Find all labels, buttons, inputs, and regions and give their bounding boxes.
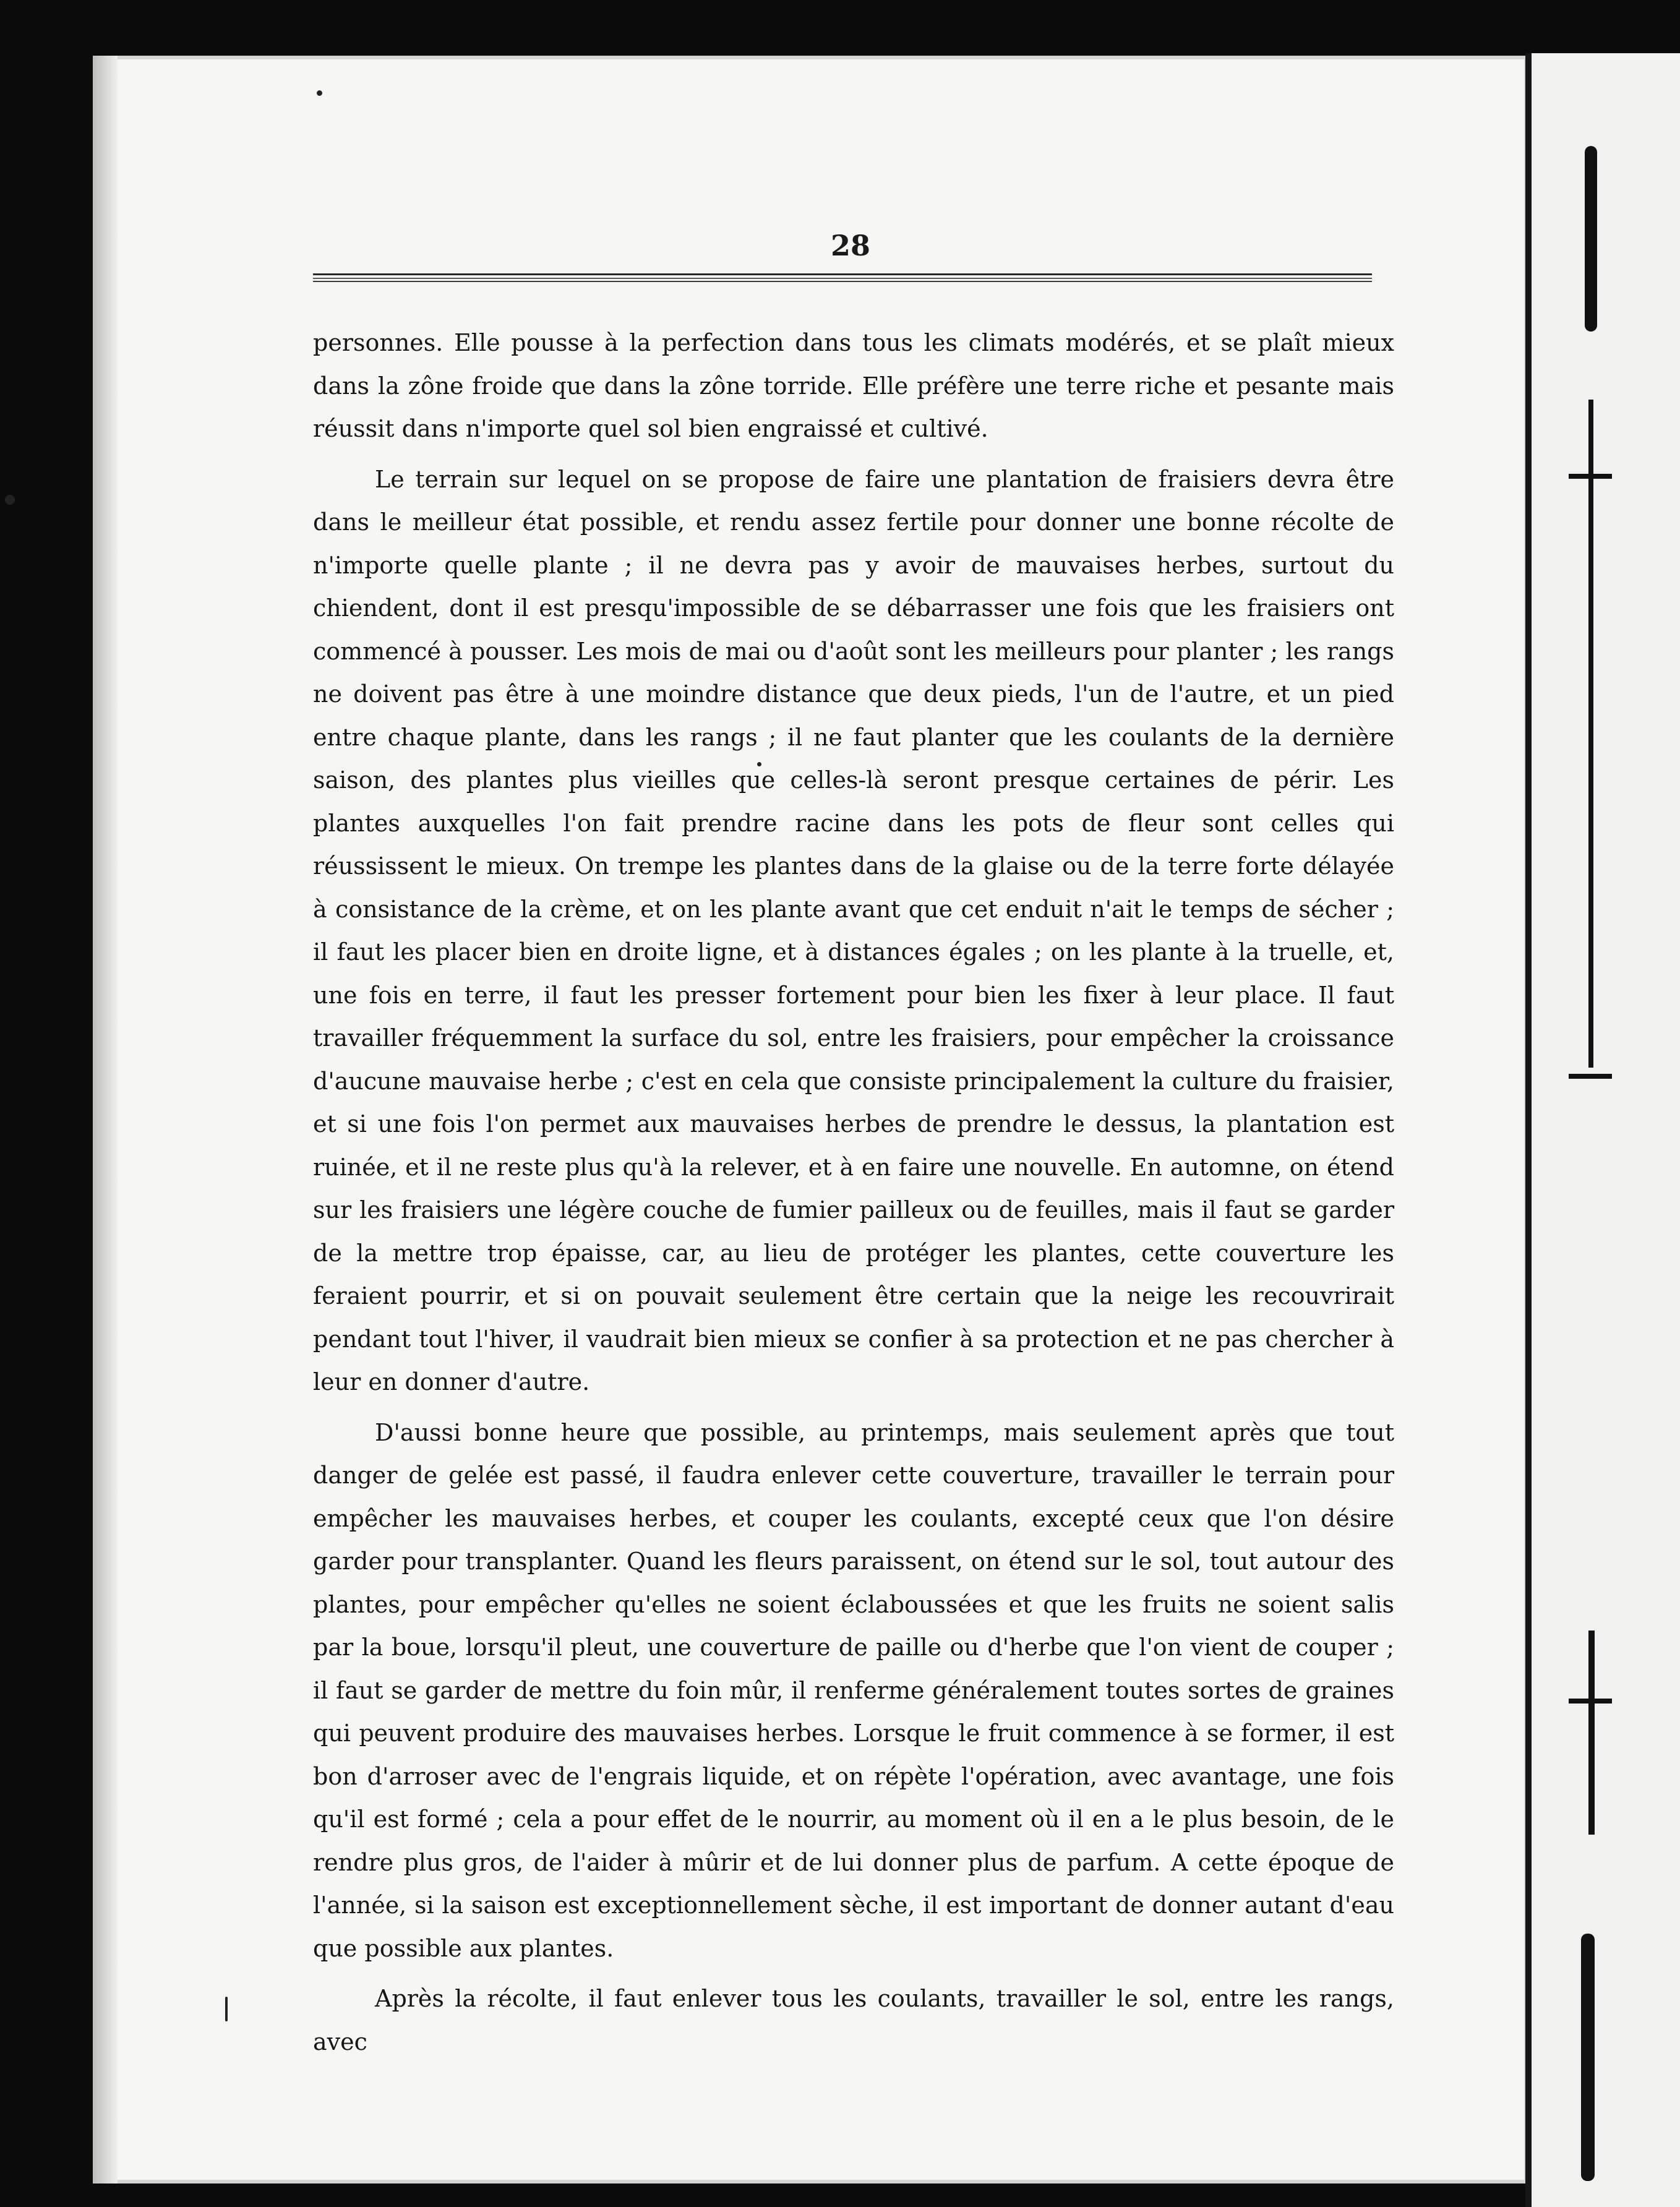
page-number: 28 (830, 229, 870, 262)
paragraph: personnes. Elle pousse à la perfection dans tous les climats modérés, et se plaît mieux dans la zône froide que dans la zône torride. Elle préfère une terre riche et pesante mais réussit dans n'importe quel sol bien engraissé et cultivé. (313, 329, 1394, 442)
binding-thread-mark (1585, 146, 1597, 332)
binding-thread-mark (1588, 1631, 1595, 1835)
page-left-edge (93, 56, 118, 2183)
binding-strip (1532, 53, 1680, 2207)
paragraph: D'aussi bonne heure que possible, au printemps, mais seulement après que tout danger de gelée est passé, il faudra enlever cette couverture, travailler le terrain pour empêcher les mauvaises herbes, et couper les coulants, excepté ceux que l'on désire garder pour transplanter. Quand les fleurs paraissent, on étend sur le sol, tout autour des plantes, pour empêcher qu'elles ne soient éclaboussées et que les fruits ne soient salis par la boue, lorsqu'il pleut, une couverture de paille ou d'herbe que l'on vient de couper ; il faut se garder de mettre du foin mûr, il renferme généralement toutes sortes de graines qui peuvent produire des mauvaises herbes. Lorsque le fruit commence à se former, il est bon d'arroser avec de l'engrais liquide, et on répète l'opération, avec avantage, une fois qu'il est formé ; cela a pour effet de le nourrir, au moment où il en a le plus besoin, de le rendre plus gros, de l'aider à mûrir et de lui donner plus de parfum. A cette époque de l'année, si la saison est exceptionnellement sèche, il est important de donner autant d'eau que possible aux plantes. (313, 1418, 1394, 1962)
binding-thread-mark (1581, 1934, 1595, 2181)
binding-thread-mark (1569, 1074, 1612, 1079)
paragraph: Le terrain sur lequel on se propose de faire une plantation de fraisiers devra être dans le meilleur état possible, et rendu assez fertile pour donner une bonne récolte de n'importe quelle plante ; il ne devra pas y avoir de mauvaises herbes, surtout du chiendent, dont il est presqu'impossible de se débarrasser une fois que les fraisiers ont commencé à pousser. Les mois de mai ou d'août sont les meilleurs pour planter ; les rangs ne doivent pas être à une moindre distance que deux pieds, l'un de l'autre, et un pied entre chaque plante, dans les rangs ; il ne faut planter que les coulants de la dernière saison, des plantes plus vieilles que celles-là seront presque certaines de périr. Les plantes auxquelles l'on fait prendre racine dans les pots de fleur sont celles qui réussissent le mieux. On trempe les plantes dans de la glaise ou de la terre forte délayée à consistance de la crème, et on les plante avant que cet enduit n'ait le temps de sécher ; il faut les placer bien en droite ligne, et à distances égales ; on les plante à la truelle, et, une fois en terre, il faut les presser fortement pour bien les fixer à leur place. Il faut travailler fréquemment la surface du sol, entre les fraisiers, pour empêcher la croissance d'aucune mauvaise herbe ; c'est en cela que consiste principalement la culture du fraisier, et si une fois l'on permet aux mauvaises herbes de prendre le dessus, la plantation est ruinée, et il ne reste plus qu'à la relever, et à en faire une nouvelle. En automne, on étend sur les fraisiers une légère couche de fumier pailleux ou de feuilles, mais il faut se garder de la mettre trop épaisse, car, au lieu de protéger les plantes, cette couverture les feraient pourrir, et si on pouvait seulement être certain que la neige les recouvrirait pendant tout l'hiver, il vaudrait bien mieux se confier à sa protection et ne pas chercher à leur en donner d'autre. (313, 465, 1394, 1395)
binding-thread-mark (1588, 400, 1593, 1068)
paragraph: Après la récolte, il faut enlever tous les coulants, travailler le sol, entre les rangs, avec (313, 1985, 1394, 2055)
body-text (313, 322, 1394, 2071)
binding-thread-mark (1569, 474, 1612, 479)
speck (5, 495, 15, 505)
speck (225, 1997, 228, 2021)
binding-thread-mark (1569, 1699, 1612, 1703)
speck (317, 90, 322, 96)
header-rule (313, 272, 1372, 283)
